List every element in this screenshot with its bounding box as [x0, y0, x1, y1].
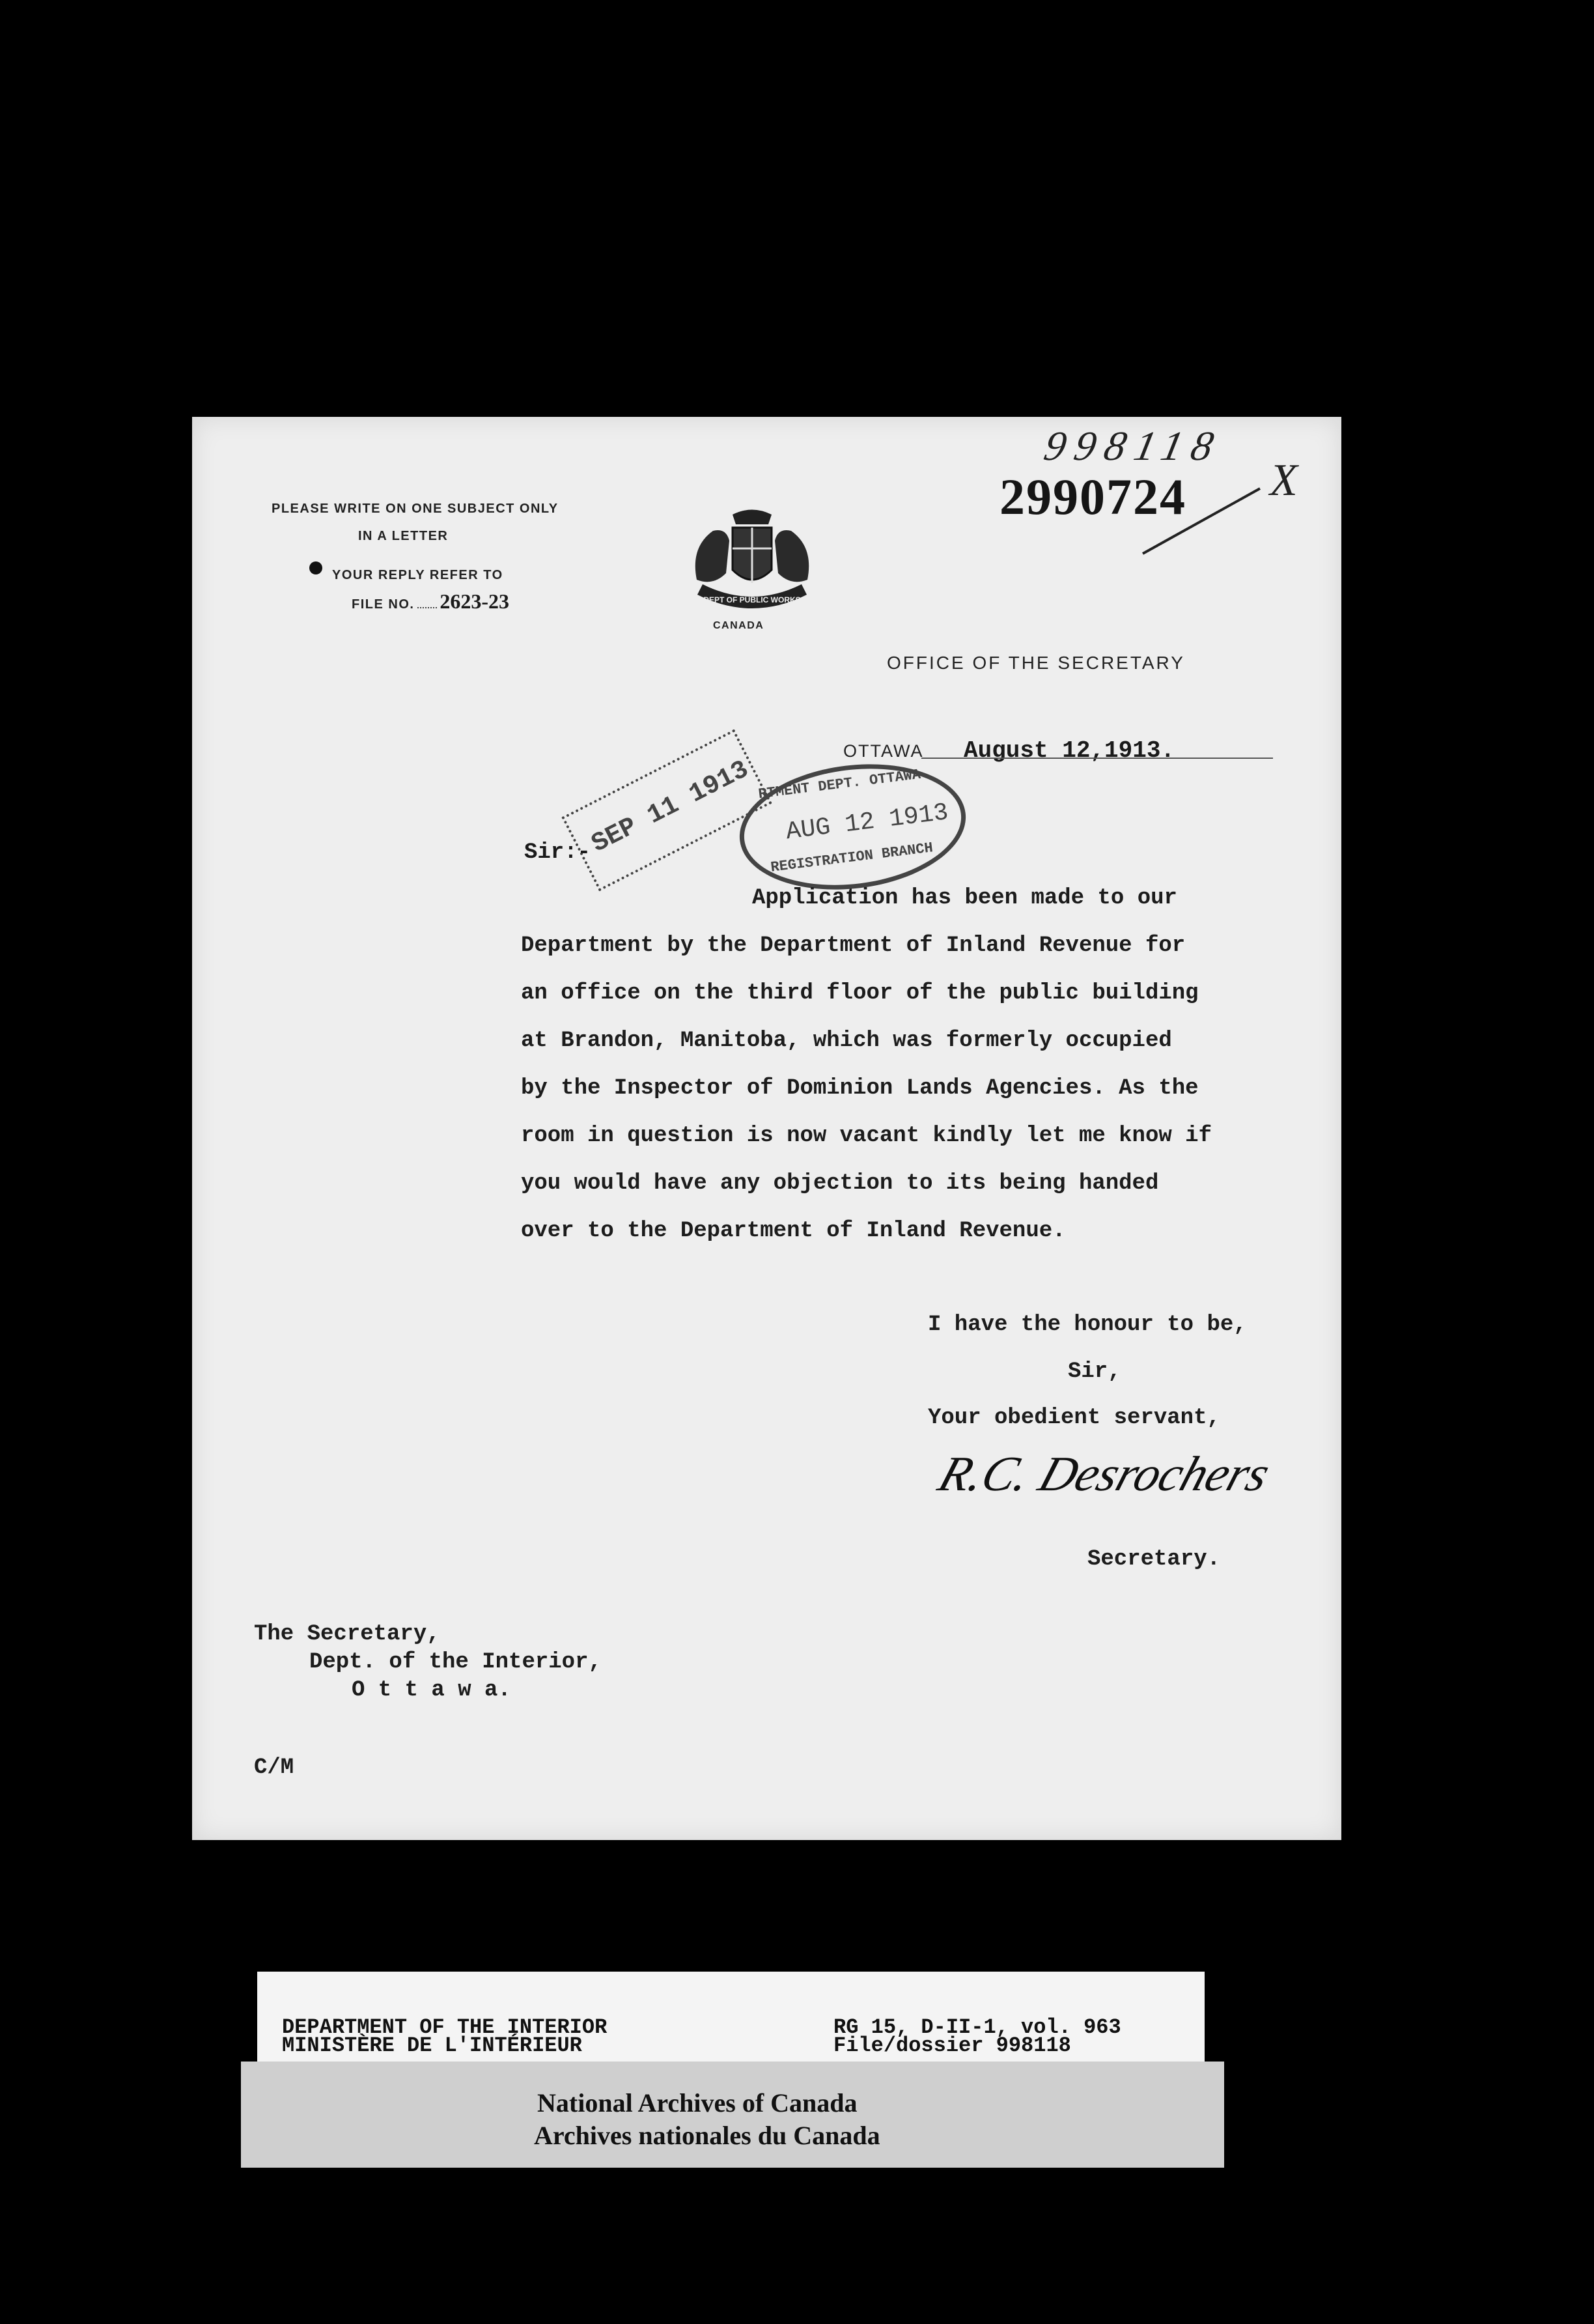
archives-name-fr: Archives nationales du Canada: [534, 2121, 880, 2150]
oval-stamp-date: AUG 12 1913: [784, 799, 950, 847]
closing-line-3: Your obedient servant,: [928, 1406, 1220, 1430]
file-no-value: 2623-23: [440, 589, 510, 613]
body-line-3: an office on the third floor of the public building: [521, 981, 1199, 1006]
file-number-line: [352, 589, 509, 614]
file-dossier-reference: File/dossier 998118: [833, 2034, 1071, 2058]
date-rule: [921, 758, 1273, 759]
addressee-line-1: The Secretary,: [254, 1622, 440, 1647]
archives-name-en: National Archives of Canada: [537, 2088, 858, 2118]
department-name-fr: MINISTÈRE DE L'INTÉRIEUR: [282, 2034, 582, 2058]
addressee-line-2: Dept. of the Interior,: [309, 1650, 602, 1675]
office-title: OFFICE OF THE SECRETARY: [887, 653, 1185, 673]
reply-refer-text: YOUR REPLY REFER TO: [332, 568, 503, 582]
crest-banner-text: DEPT OF PUBLIC WORKS: [703, 595, 801, 604]
closing-line-1: I have the honour to be,: [928, 1312, 1247, 1337]
body-line-5: by the Inspector of Dominion Lands Agencies. As the: [521, 1076, 1199, 1101]
national-archives-banner: [241, 2062, 1224, 2168]
addressee-line-3: O t t a w a.: [352, 1678, 511, 1703]
file-no-label: FILE NO.: [352, 597, 415, 612]
header-note-line2: IN A LETTER: [358, 529, 449, 543]
body-line-8: over to the Department of Inland Revenue.: [521, 1219, 1066, 1243]
salutation: Sir:-: [524, 840, 591, 865]
body-line-6: room in question is now vacant kindly let me know if: [521, 1124, 1212, 1148]
registry-stamp-number: 2990724: [1000, 468, 1186, 525]
received-stamp-date: SEP 11 1913: [587, 755, 754, 860]
letter-date: August 12,1913.: [964, 737, 1175, 764]
letter-page: [192, 417, 1341, 1840]
department-name-en: DEPARTMENT OF THE INTERIOR: [282, 2015, 608, 2039]
oval-stamp-bottom-text: REGISTRATION BRANCH: [770, 840, 934, 876]
signer-title: Secretary.: [1087, 1547, 1221, 1572]
ink-blot: [309, 561, 322, 574]
body-line-4: at Brandon, Manitoba, which was formerly occupied: [521, 1028, 1172, 1053]
coat-of-arms-crest: [677, 502, 827, 632]
city-label: OTTAWA: [843, 741, 924, 761]
oval-stamp-top-text: RTMENT DEPT. OTTAWA: [757, 766, 922, 803]
department-oval-stamp: [733, 752, 973, 901]
handwritten-file-number: 998118: [1040, 423, 1227, 469]
record-group-reference: RG 15, D-II-1, vol. 963: [833, 2015, 1121, 2039]
signature: R.C. Desrochers: [932, 1447, 1277, 1501]
typist-initials: C/M: [254, 1755, 294, 1780]
crest-caption: CANADA: [713, 620, 764, 631]
margin-mark: X: [1270, 455, 1298, 505]
body-line-7: you would have any objection to its being handed: [521, 1171, 1159, 1196]
pen-stroke-mark: [1136, 475, 1266, 560]
received-date-stamp: [561, 729, 772, 891]
header-note-line1: PLEASE WRITE ON ONE SUBJECT ONLY: [272, 502, 559, 516]
body-line-2: Department by the Department of Inland Revenue for: [521, 933, 1186, 958]
closing-line-2: Sir,: [1068, 1359, 1121, 1384]
archive-reference-label: [257, 1972, 1205, 2064]
body-line-1: Application has been made to our: [752, 886, 1177, 911]
